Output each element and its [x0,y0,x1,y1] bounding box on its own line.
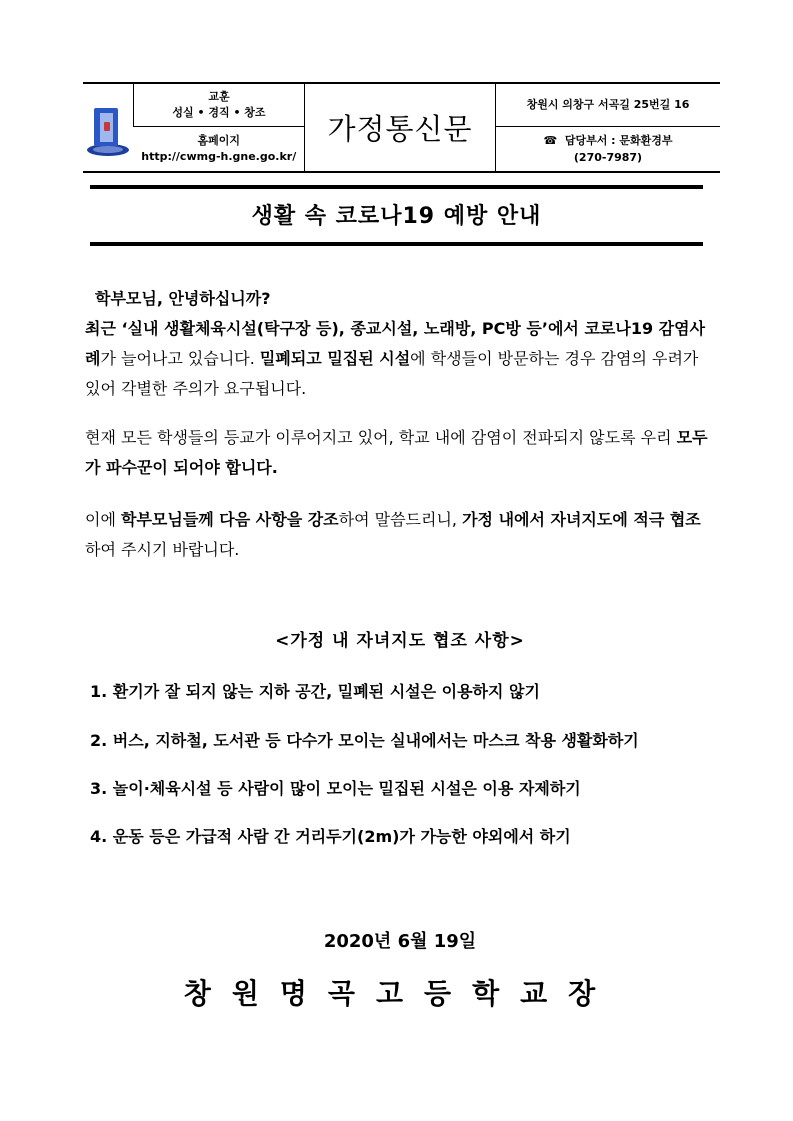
homepage-cell [134,126,305,172]
newsletter-title: 가정통신문 [305,83,496,172]
newsletter-header [83,82,720,173]
motto-cell [134,83,305,126]
p3-bold-1: 학부모님들께 다음 사항을 강조 [121,510,339,529]
section-title: <가정 내 자녀지도 협조 사항> [275,631,525,651]
school-emblem-icon [83,92,133,164]
p3-text-3: 하여 주시기 바랍니다. [85,540,240,559]
p1-bold-2: 밀폐되고 밀집된 시설 [259,349,411,368]
body-paragraph-3 [85,505,715,565]
p1-text-2: 에 학생들이 방문하는 경우 감염의 우려가 있어 각별한 주의가 요구됩니다. [85,349,699,398]
p2-text-1: 현재 모든 학생들의 등교가 이루어지고 있어, 학교 내에 감염이 전파되지 않도록 우리 [85,428,677,447]
motto-label: 교훈 [208,89,230,103]
contact-cell [496,126,721,172]
p1-text-1: 가 늘어나고 있습니다. [100,349,260,368]
guideline-item-1: 1. 환기가 잘 되지 않는 지하 공간, 밀폐된 시설은 이용하지 않기 [90,682,540,701]
p3-text-1: 이에 [85,510,121,529]
title-rule-top [90,185,703,189]
body-paragraph-1 [85,284,715,404]
main-title: 생활 속 코로나19 예방 안내 [251,204,542,229]
school-principal: 창원명곡고등학교장 [183,977,617,1010]
address: 창원시 의창구 서곡길 25번길 16 [496,83,721,126]
logo-cell [83,83,134,172]
issue-date: 2020년 6월 19일 [323,931,477,952]
body-paragraph-2 [85,423,715,483]
guideline-item-2: 2. 버스, 지하철, 도서관 등 다수가 모이는 실내에서는 마스크 착용 생활화하기 [90,731,639,750]
title-rule-bottom [90,242,703,246]
homepage-label: 홈페이지 [197,133,240,147]
p3-bold-2: 가정 내에서 자녀지도에 적극 협조 [462,510,701,529]
p2-bold-1: 모두가 파수꾼이 되어야 합니다. [85,428,708,477]
greeting: 학부모님, 안녕하십니까? [95,289,271,308]
phone-icon: ☎ [543,133,558,147]
contact-dept: 담당부서 : 문화환경부 [564,133,673,147]
guideline-item-4: 4. 운동 등은 가급적 사람 간 거리두기(2m)가 가능한 야외에서 하기 [90,827,571,846]
motto-text: 성실 • 경직 • 창조 [172,105,266,119]
p1-bold-1: 최근 ‘실내 생활체육시설(탁구장 등), 종교시설, 노래방, PC방 등’에서 코로나19 감염사례 [85,319,706,368]
p3-text-2: 하여 말씀드리니, [338,510,463,529]
contact-number: (270-7987) [573,150,643,164]
homepage-url[interactable]: http://cwmg-h.gne.go.kr/ [141,149,297,163]
guideline-item-3: 3. 놀이·체육시설 등 사람이 많이 모이는 밀집된 시설은 이용 자제하기 [90,779,581,798]
